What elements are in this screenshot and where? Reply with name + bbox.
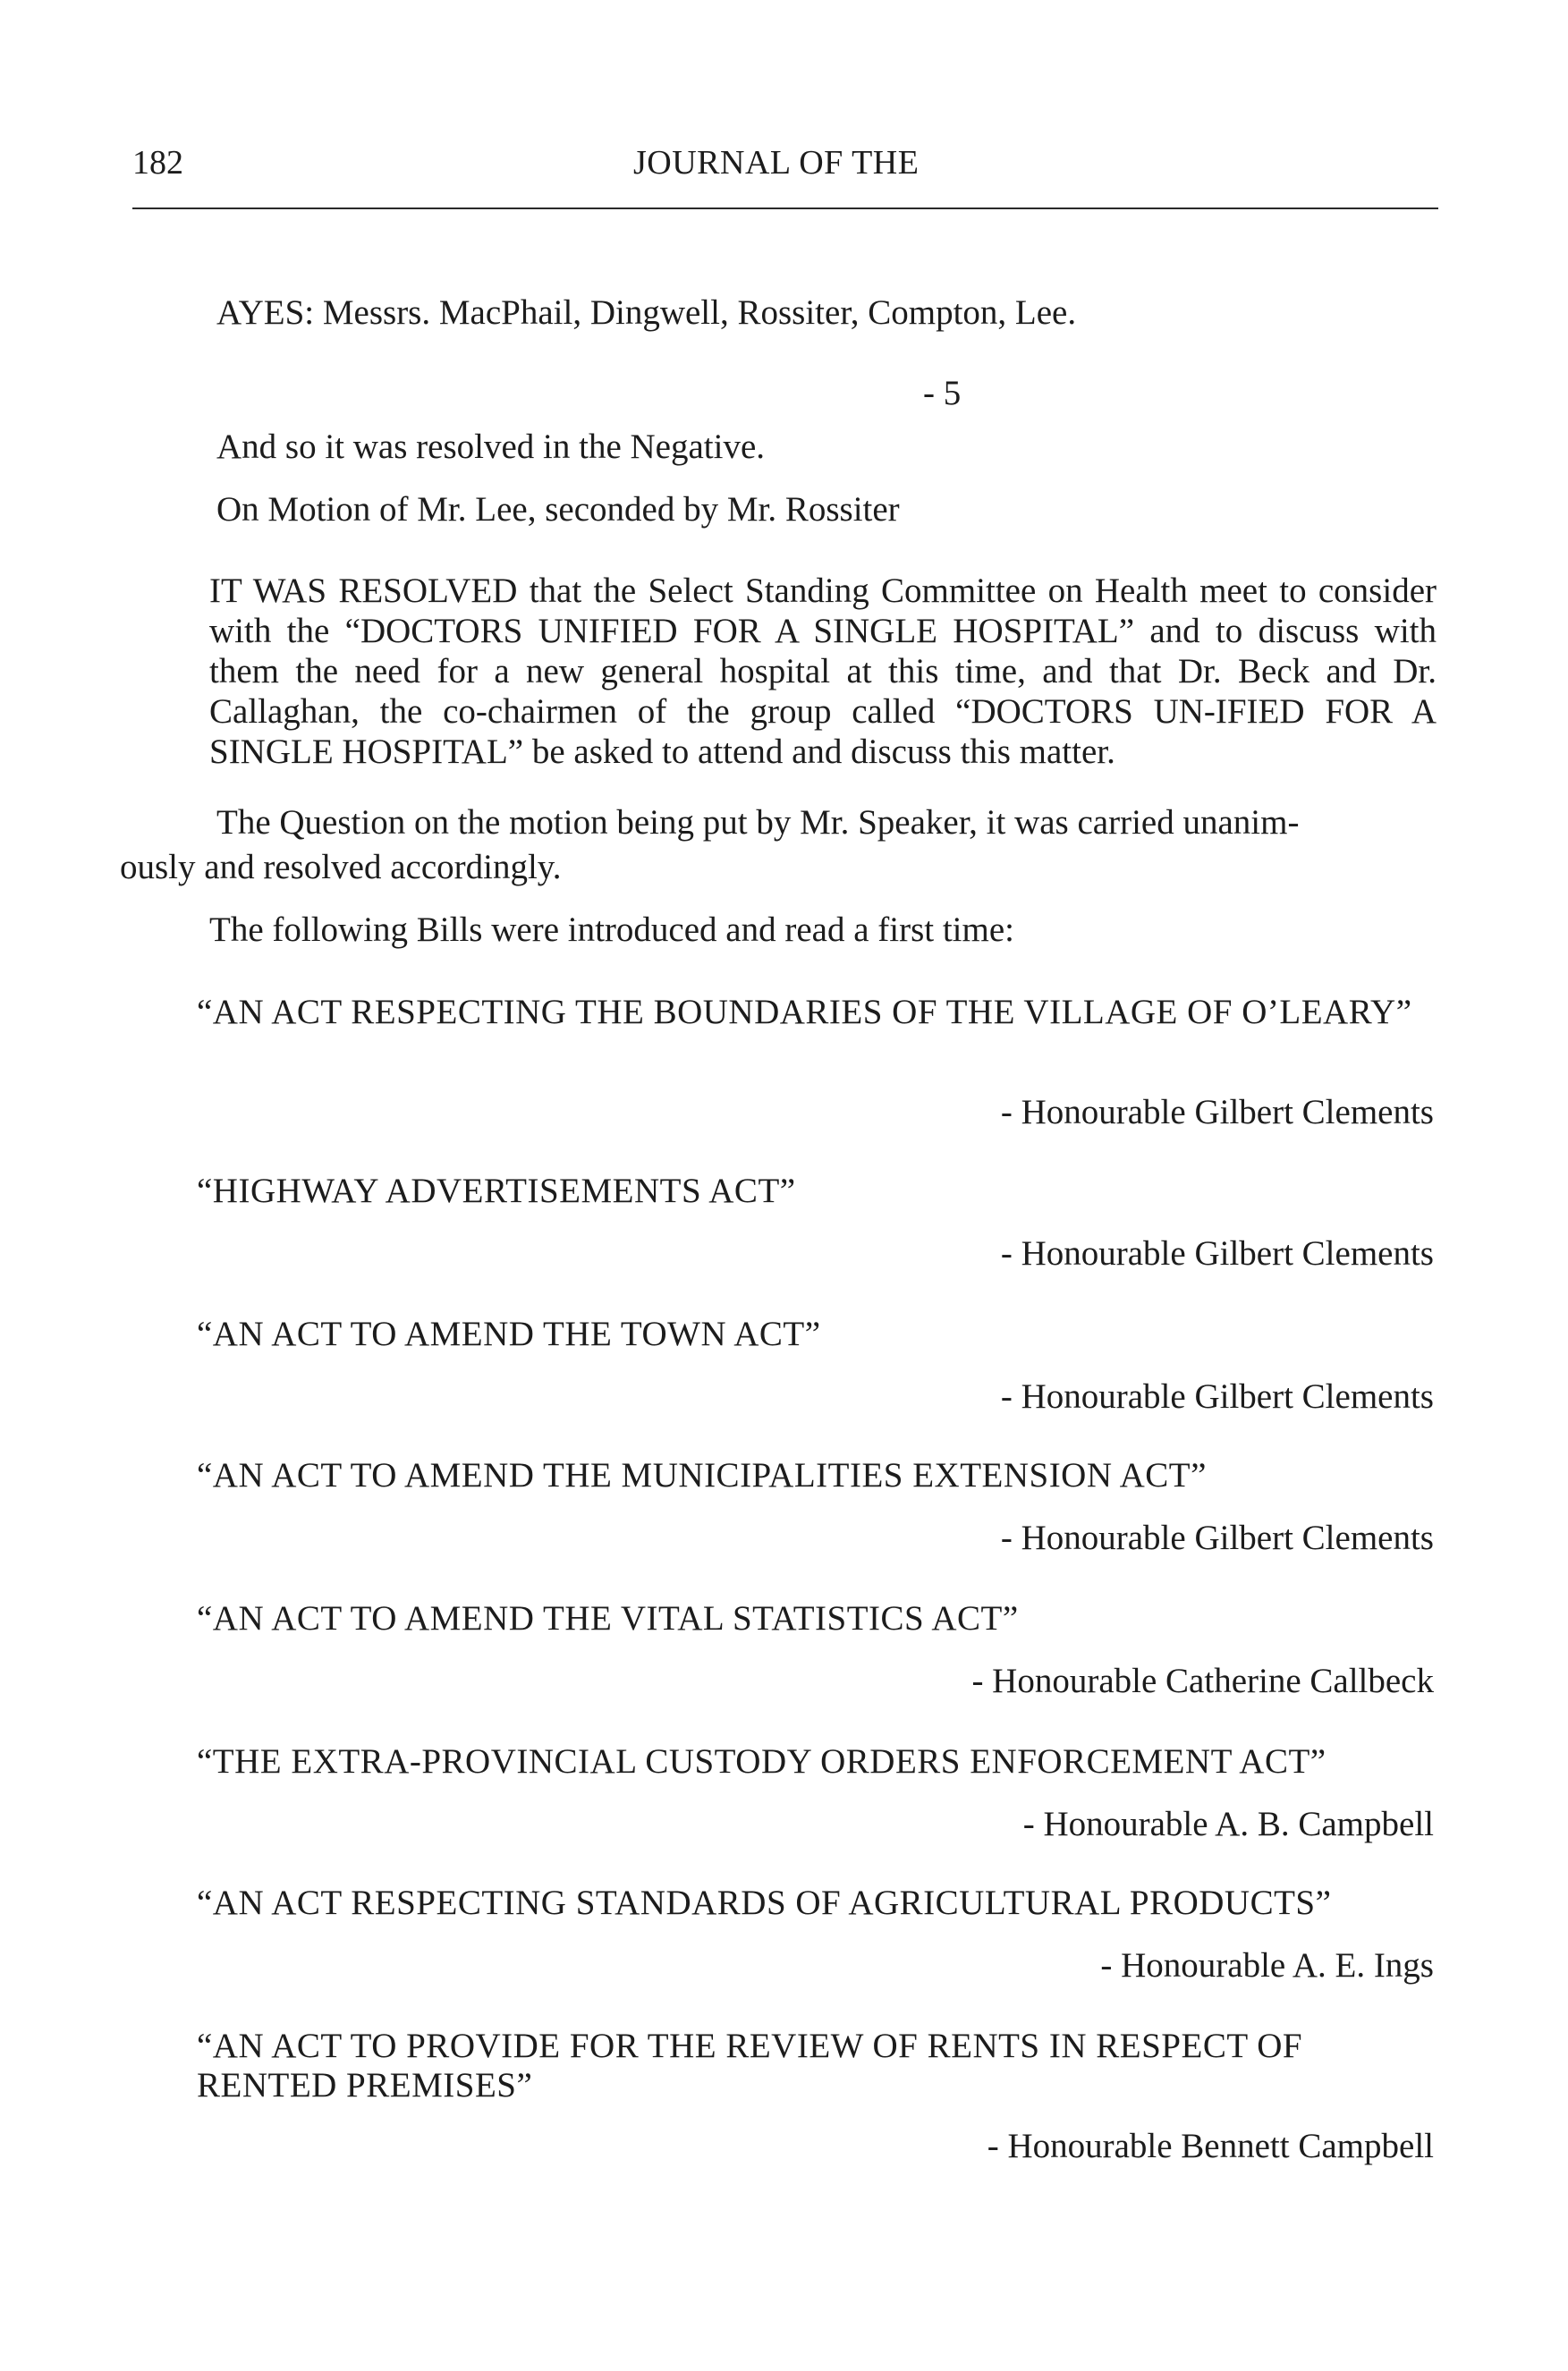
- bill-sponsor: - Honourable A. E. Ings: [1100, 1946, 1434, 1985]
- motion-line: On Motion of Mr. Lee, seconded by Mr. Rossiter: [216, 490, 900, 529]
- bill-sponsor: - Honourable Gilbert Clements: [1000, 1377, 1434, 1416]
- question-line-1: The Question on the motion being put by Mr. Speaker, it was carried unanim-: [216, 803, 1300, 842]
- ayes-line: AYES: Messrs. MacPhail, Dingwell, Rossiter, Compton, Lee.: [216, 293, 1077, 332]
- running-head: JOURNAL OF THE: [633, 144, 920, 182]
- bill-title: “AN ACT TO AMEND THE TOWN ACT”: [197, 1315, 821, 1353]
- bill-title: “AN ACT TO AMEND THE MUNICIPALITIES EXTENSION ACT”: [197, 1456, 1207, 1495]
- resolution-paragraph: IT WAS RESOLVED that the Select Standing Committee on Health meet to consider with the “DOCTORS UNIFIED FOR A SINGLE HOSPITAL” and to discuss with them the need for a new general hospital at this time, and that Dr. Beck and Dr. Callaghan, the co-chairmen of the group called “DOCTORS UN-IFIED FOR A SINGLE HOSPITAL” be asked to attend and discuss this matter.: [209, 572, 1437, 771]
- ayes-count: - 5: [923, 374, 962, 412]
- bill-sponsor: - Honourable Catherine Callbeck: [971, 1662, 1434, 1700]
- question-line-2: ously and resolved accordingly.: [120, 848, 562, 886]
- bills-intro: The following Bills were introduced and read a first time:: [209, 910, 1014, 949]
- page-header: [132, 143, 1438, 209]
- bill-sponsor: - Honourable Gilbert Clements: [1000, 1093, 1434, 1131]
- bill-title: “THE EXTRA-PROVINCIAL CUSTODY ORDERS ENFORCEMENT ACT”: [197, 1742, 1326, 1781]
- page-number: 182: [132, 144, 183, 182]
- bill-sponsor: - Honourable Gilbert Clements: [1000, 1519, 1434, 1557]
- bill-title: “AN ACT TO AMEND THE VITAL STATISTICS ACT”: [197, 1599, 1019, 1638]
- bill-title: “AN ACT RESPECTING STANDARDS OF AGRICULTURAL PRODUCTS”: [197, 1884, 1332, 1922]
- bill-sponsor: - Honourable Gilbert Clements: [1000, 1234, 1434, 1273]
- bill-sponsor: - Honourable Bennett Campbell: [987, 2127, 1434, 2165]
- bill-title: “AN ACT RESPECTING THE BOUNDARIES OF THE VILLAGE OF O’LEARY”: [197, 993, 1412, 1031]
- bill-sponsor: - Honourable A. B. Campbell: [1022, 1805, 1434, 1843]
- negative-resolution-line: And so it was resolved in the Negative.: [216, 428, 766, 466]
- bill-title: “HIGHWAY ADVERTISEMENTS ACT”: [197, 1172, 796, 1210]
- bill-title: “AN ACT TO PROVIDE FOR THE REVIEW OF RENTS IN RESPECT OF RENTED PREMISES”: [197, 2027, 1303, 2104]
